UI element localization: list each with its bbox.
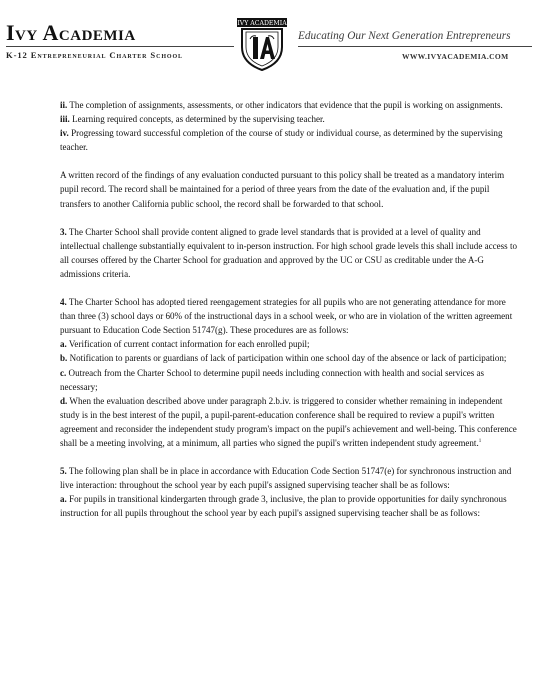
section-4-marker-b: b. [60, 353, 68, 364]
logo-text: IVY ACADEMIA [237, 20, 287, 27]
footnote-marker[interactable]: 1 [478, 438, 482, 444]
section-4-paragraph [60, 295, 520, 337]
section-4-marker-d: d. [60, 395, 68, 406]
list-marker-ii: ii. [60, 100, 68, 110]
section-4-text-b: Notification to parents or guardians of lack of participation within one school day of the absence or lack of participation; [69, 353, 507, 364]
section-5-text-a: For pupils in transitional kindergarten through grade 3, inclusive, the plan to provide opportunities for daily synchronous instruction for all pupils throughout the school year by each pupil's assigned supervising teacher shall be as follows: [60, 494, 507, 519]
school-logo-crest [236, 17, 288, 71]
section-5-paragraph [60, 464, 520, 492]
page-header [0, 0, 538, 68]
section-3-text: The Charter School shall provide content aligned to grade level standards that is provided at a level of quality and intellectual challenge substantially equivalent to in-person instruction. For high school grade levels this shall include access to all courses offered by the Charter School for graduation and approved by the UC or CSU as creditable under the A-G admissions criteria. [60, 226, 518, 279]
list-text-ii: The completion of assignments, assessments, or other indicators that evidence that the pupil is working on assignments. [69, 100, 503, 110]
section-3-paragraph [60, 225, 520, 281]
section-5-item-a [60, 492, 520, 520]
section-3-number: 3. [60, 226, 67, 237]
list-marker-iv: iv. [60, 128, 69, 139]
header-rule-left [6, 46, 234, 47]
section-5-text: The following plan shall be in place in accordance with Education Code Section 51747(e) for synchronous instruction and live interaction: throughout the school year by each pupil's assigned supervising teacher shall be as follows: [60, 466, 512, 491]
section-4-text-d: When the evaluation described above under paragraph 2.b.iv. is triggered to consider whether remaining in independent study is in the best interest of the pupil, a pupil-parent-education conference shall be required to review a pupil's written agreement and reconsider the independent study program's impact on the pupil's achievement and well-being. This conference shall be a meeting involving, at a minimum, all parties who signed the pupil's written independent study agreement. [60, 395, 517, 448]
school-subtitle: K-12 Entrepreneurial Charter School [6, 50, 183, 60]
section-4-number: 4. [60, 297, 67, 308]
document-body [60, 98, 520, 520]
section-4-marker-a: a. [60, 339, 67, 350]
list-text-iv: Progressing toward successful completion of the course of study or individual course, as determined by the supervising teacher. [60, 128, 503, 153]
section-4-marker-c: c. [60, 367, 67, 378]
section-5-marker-a: a. [60, 494, 67, 505]
header-rule-right [298, 46, 532, 47]
section-4-text: The Charter School has adopted tiered reengagement strategies for all pupils who are not generating attendance for more than three (3) school days or 60% of the instructional days in a school week, or who are in violation of the written agreement pursuant to Education Code Section 51747(g). These procedures are as follows: [60, 297, 513, 336]
section-4-item-a [60, 337, 520, 351]
list-item-ii [60, 98, 520, 112]
list-marker-iii: iii. [60, 114, 70, 125]
section-4-item-c [60, 366, 520, 394]
list-text-iii: Learning required concepts, as determined by the supervising teacher. [72, 114, 325, 125]
section-5-number: 5. [60, 466, 67, 477]
school-name: Ivy Academia [6, 20, 136, 45]
section-4-item-b [60, 351, 520, 365]
section-4-text-a: Verification of current contact information for each enrolled pupil; [68, 339, 310, 350]
list-item-iii [60, 112, 520, 126]
school-website: WWW.IVYACADEMIA.COM [402, 52, 509, 61]
list-item-iv [60, 126, 520, 154]
section-4-item-d [60, 394, 520, 450]
school-tagline: Educating Our Next Generation Entrepreneurs [298, 30, 511, 42]
section-4-text-c: Outreach from the Charter School to determine pupil needs including connection with health and social services as necessary; [60, 367, 485, 392]
record-paragraph: A written record of the findings of any evaluation conducted pursuant to this policy shall be treated as a mandatory interim pupil record. The record shall be maintained for a period of three years from the date of the evaluation and, if the pupil transfers to another California public school, the record shall be forwarded to that school. [60, 170, 505, 209]
